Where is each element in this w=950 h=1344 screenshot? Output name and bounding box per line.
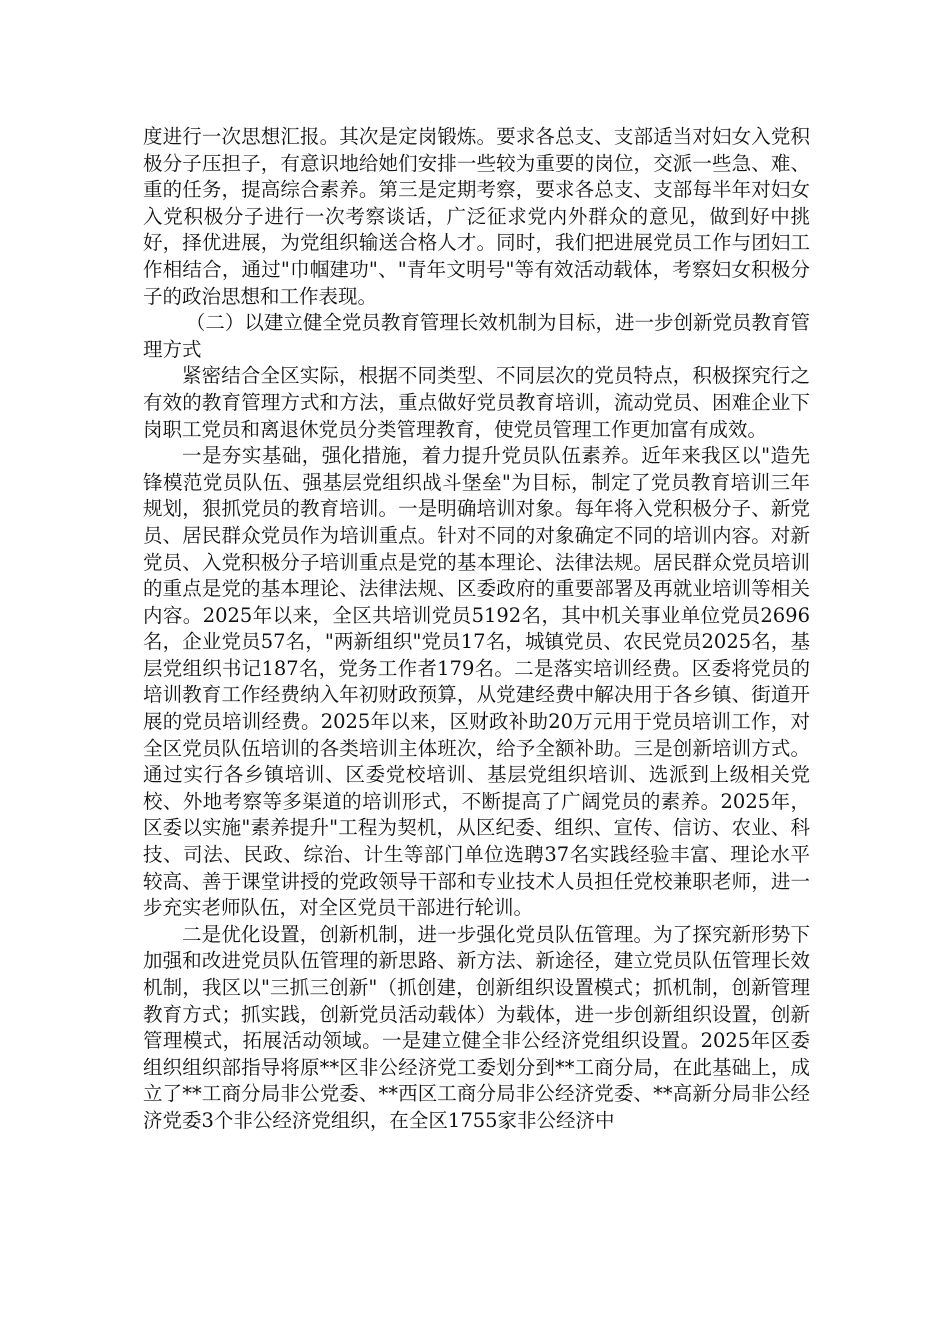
paragraph-intro: 紧密结合全区实际，根据不同类型、不同层次的党员特点，积极探究行之有效的教育管理方式和方法，重点做好党员教育培训，流动党员、困难企业下岗职工党员和离退休党员分类管理教育，使党员管理工作更加富有成效。 — [143, 364, 810, 441]
paragraph-continued: 度进行一次思想汇报。其次是定岗锻炼。要求各总支、支部适当对妇女入党积极分子压担子，有意识地给她们安排一些较为重要的岗位，交派一些急、难、重的任务，提高综合素养。第三是定期考察，要求各总支、支部每半年对妇女入党积极分子进行一次考察谈话，广泛征求党内外群众的意见，做到好中挑好，择优进展，为党组织输送合格人才。同时，我们把进展党员工作与团妇工作相结合，通过"巾帼建功"、"青年文明号"等有效活动载体，考察妇女积极分子的政治思想和工作表现。 — [143, 125, 810, 308]
paragraph-first-measure: 一是夯实基础，强化措施，着力提升党员队伍素养。近年来我区以"造先锋模范党员队伍、强基层党组织战斗堡垒"为目标，制定了党员教育培训三年规划，狠抓党员的教育培训。一是明确培训对象。每年将入党积极分子、新党员、居民群众党员作为培训重点。针对不同的对象确定不同的培训内容。对新党员、入党积极分子培训重点是党的基本理论、法律法规。居民群众党员培训的重点是党的基本理论、法律法规、区委政府的重要部署及再就业培训等相关内容。2025年以来，全区共培训党员5192名，其中机关事业单位党员2696名，企业党员57名，"两新组织"党员17名，城镇党员、农民党员2025名，基层党组织书记187名，党务工作者179名。二是落实培训经费。区委将党员的培训教育工作经费纳入年初财政预算，从党建经费中解决用于各乡镇、街道开展的党员培训经费。2025年以来，区财政补助20万元用于党员培训工作，对全区党员队伍培训的各类培训主体班次，给予全额补助。三是创新培训方式。通过实行各乡镇培训、区委党校培训、基层党组织培训、选派到上级相关党校、外地考察等多渠道的培训形式，不断提高了广阔党员的素养。2025年，区委以实施"素养提升"工程为契机，从区纪委、组织、宣传、信访、农业、科技、司法、民政、综治、计生等部门单位选聘37名实践经验丰富、理论水平较高、善于课堂讲授的党政领导干部和专业技术人员担任党校兼职老师，进一步充实老师队伍，对全区党员干部进行轮训。 — [143, 444, 810, 920]
paragraph-second-measure: 二是优化设置，创新机制，进一步强化党员队伍管理。为了探究新形势下加强和改进党员队伍管理的新思路、新方法、新途径，建立党员队伍管理长效机制，我区以"三抓三创新"（抓创建，创新组织设置模式；抓机制，创新管理教育方式；抓实践，创新党员活动载体）为载体，进一步创新组织设置，创新管理模式，拓展活动领域。一是建立健全非公经济党组织设置。2025年区委组织组织部指导将原**区非公经济党工委划分到**工商分局，在此基础上，成立了**工商分局非公党委、**西区工商分局非公经济党委、**高新分局非公经济党委3个非公经济党组织，在全区1755家非公经济中 — [143, 922, 810, 1132]
document-body — [143, 124, 810, 1135]
section-heading: （二）以建立健全党员教育管理长效机制为目标，进一步创新党员教育管理方式 — [143, 311, 810, 361]
